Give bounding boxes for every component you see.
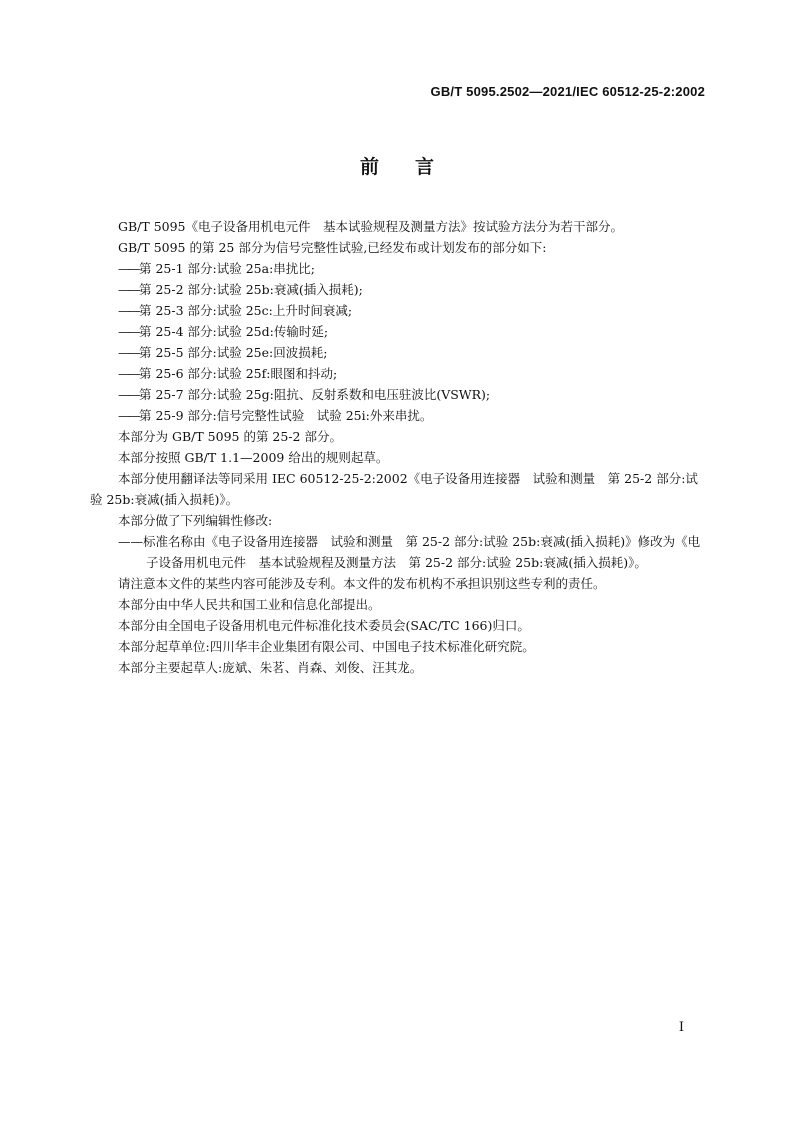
paragraph: 本部分做了下列编辑性修改: — [118, 513, 273, 528]
list-item: ——第 25-1 部分:试验 25a:串扰比; — [118, 261, 315, 276]
page-title: 前言 — [359, 156, 470, 178]
list-item: ——第 25-2 部分:试验 25b:衰减(插入损耗); — [118, 282, 363, 297]
document-body — [90, 216, 706, 678]
list-item: ——第 25-3 部分:试验 25c:上升时间衰减; — [118, 303, 353, 318]
paragraph: 本部分按照 GB/T 1.1—2009 给出的规则起草。 — [118, 450, 389, 465]
paragraph: GB/T 5095《电子设备用机电元件 基本试验规程及测量方法》按试验方法分为若干部分。 — [118, 219, 624, 234]
list-item: ——标准名称由《电子设备用连接器 试验和测量 第 25-2 部分:试验 25b:衰减(插入损耗)》修改为《电子设备用机电元件 基本试验规程及测量方法 第 25-2 部分:试验 25b:衰减(插入损耗)》。 — [118, 534, 701, 570]
paragraph: 本部分由全国电子设备用机电元件标准化技术委员会(SAC/TC 166)归口。 — [118, 618, 530, 633]
paragraph: 请注意本文件的某些内容可能涉及专利。本文件的发布机构不承担识别这些专利的责任。 — [118, 576, 606, 591]
list-item: ——第 25-9 部分:信号完整性试验 试验 25i:外来串扰。 — [118, 408, 433, 423]
paragraph: 本部分主要起草人:庞斌、朱茗、肖森、刘俊、汪其龙。 — [118, 660, 423, 675]
paragraph: 本部分由中华人民共和国工业和信息化部提出。 — [118, 597, 381, 612]
list-item: ——第 25-5 部分:试验 25e:回波损耗; — [118, 345, 328, 360]
list-item: ——第 25-7 部分:试验 25g:阻抗、反射系数和电压驻波比(VSWR); — [118, 387, 491, 402]
paragraph: 本部分使用翻译法等同采用 IEC 60512-25-2:2002《电子设备用连接器 试验和测量 第 25-2 部分:试验 25b:衰减(插入损耗)》。 — [90, 471, 698, 507]
paragraph: GB/T 5095 的第 25 部分为信号完整性试验,已经发布或计划发布的部分如下: — [118, 240, 547, 255]
paragraph: 本部分起草单位:四川华丰企业集团有限公司、中国电子技术标准化研究院。 — [118, 639, 535, 654]
page-number: I — [678, 1020, 684, 1035]
paragraph: 本部分为 GB/T 5095 的第 25-2 部分。 — [118, 429, 342, 444]
list-item: ——第 25-4 部分:试验 25d:传输时延; — [118, 324, 329, 339]
standard-number: GB/T 5095.2502—2021/IEC 60512-25-2:2002 — [430, 84, 705, 99]
list-item: ——第 25-6 部分:试验 25f:眼图和抖动; — [118, 366, 338, 381]
